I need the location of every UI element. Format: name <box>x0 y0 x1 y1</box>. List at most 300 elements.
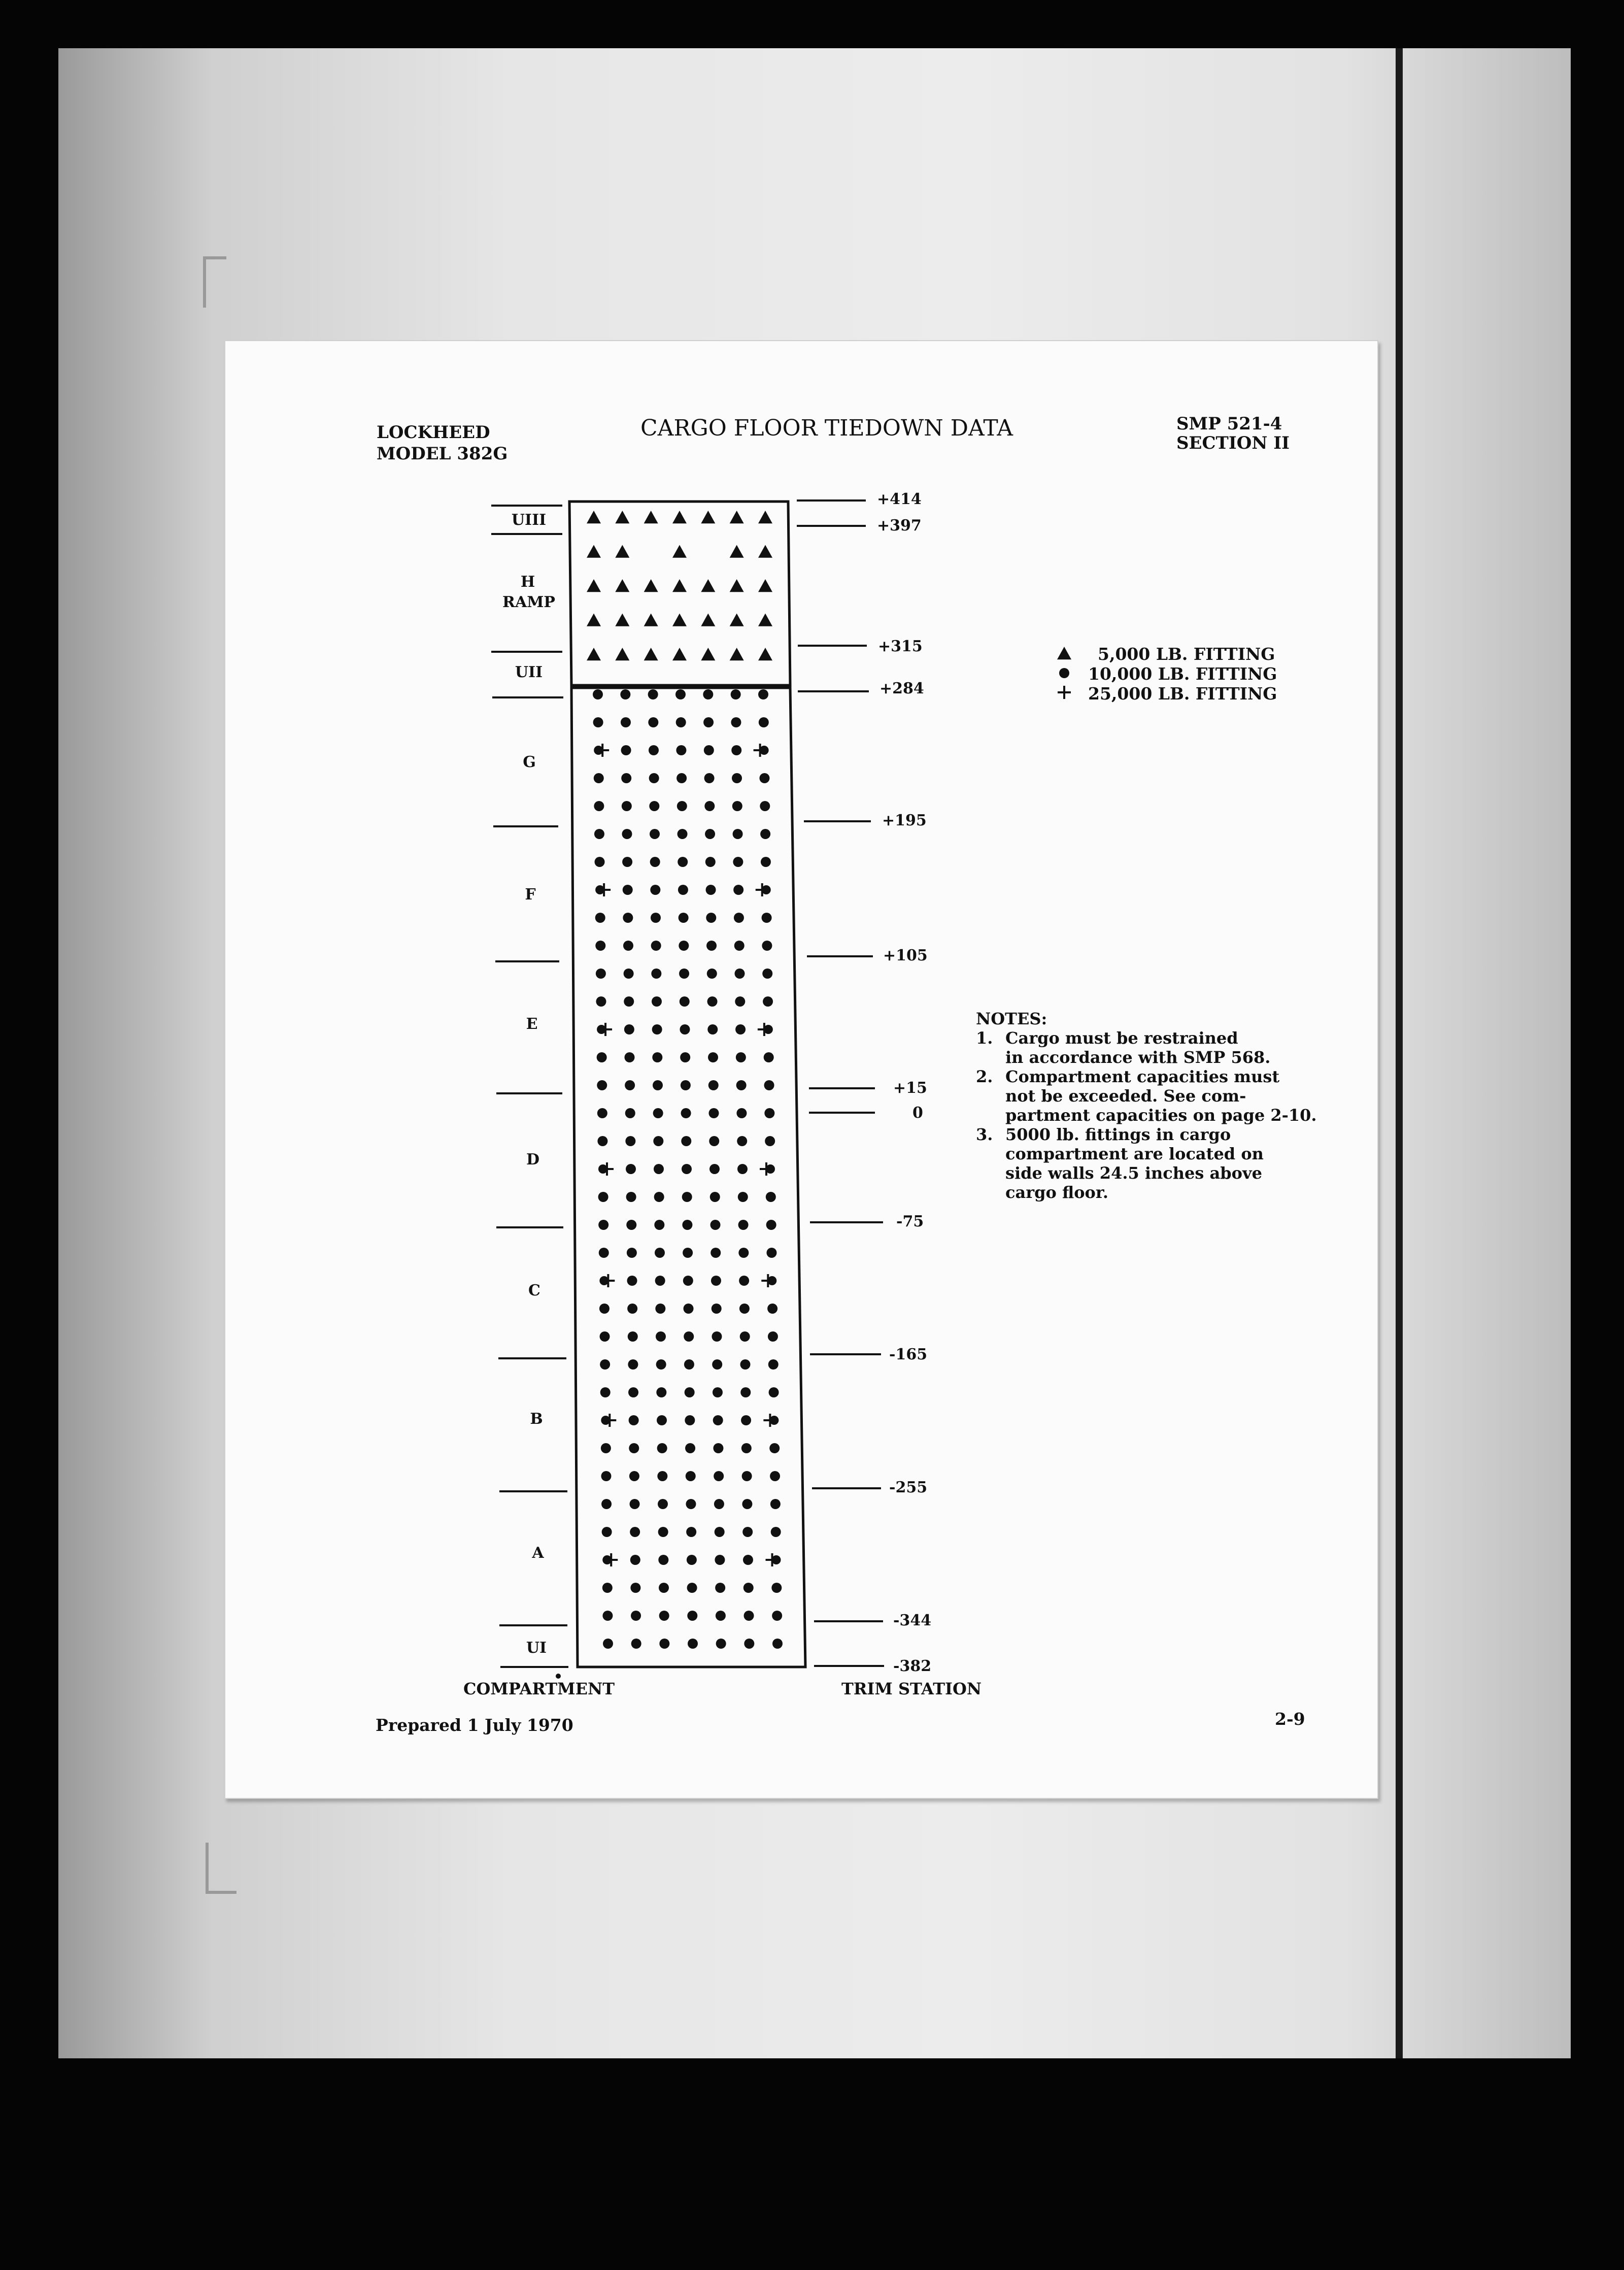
notes-block <box>976 1009 1317 1202</box>
note-number: 1. <box>976 1028 993 1048</box>
trim-station-label: -344 <box>893 1612 932 1629</box>
fitting-5000 <box>587 648 601 660</box>
fitting-10000 <box>628 1331 638 1342</box>
fitting-10000 <box>742 1527 753 1537</box>
fitting-10000 <box>681 1080 691 1090</box>
fitting-10000 <box>659 1583 669 1593</box>
fitting-10000 <box>659 1639 669 1649</box>
fitting-10000 <box>630 1499 640 1509</box>
fitting-10000 <box>652 1024 662 1034</box>
fitting-10000 <box>687 1583 697 1593</box>
fitting-10000 <box>738 1220 749 1230</box>
fitting-10000 <box>598 1220 608 1230</box>
fitting-25000 <box>596 744 609 757</box>
fitting-10000 <box>657 1443 667 1453</box>
fitting-10000 <box>738 1192 748 1202</box>
trim-station-label: 0 <box>912 1104 923 1122</box>
fitting-10000 <box>762 913 772 923</box>
fitting-10000 <box>648 717 658 727</box>
fitting-10000 <box>734 941 745 951</box>
fitting-10000 <box>620 689 630 699</box>
fitting-10000 <box>595 941 605 951</box>
fitting-10000 <box>760 801 770 811</box>
fitting-5000 <box>758 545 772 558</box>
fitting-10000 <box>600 1331 610 1342</box>
note-number: 2. <box>976 1067 993 1086</box>
fitting-10000 <box>731 717 741 727</box>
fitting-10000 <box>680 1052 690 1062</box>
fitting-10000 <box>679 913 689 923</box>
fitting-10000 <box>713 1387 723 1397</box>
fitting-10000 <box>707 996 718 1007</box>
note-item-2 <box>976 1067 1317 1125</box>
fitting-10000 <box>758 689 768 699</box>
fitting-10000 <box>630 1583 640 1593</box>
fitting-10000 <box>596 996 606 1007</box>
fitting-10000 <box>707 969 717 979</box>
legend-symbols-group <box>1057 647 1071 699</box>
fitting-10000 <box>685 1387 695 1397</box>
fitting-10000 <box>710 1192 720 1202</box>
fitting-10000 <box>624 1024 634 1034</box>
fitting-10000 <box>732 773 742 783</box>
fitting-5000 <box>730 511 744 523</box>
compartment-label-g: G <box>523 753 536 771</box>
fitting-10000 <box>597 1080 607 1090</box>
fitting-10000 <box>654 1220 664 1230</box>
fitting-5000 <box>587 511 601 523</box>
trim-station-label: +284 <box>879 680 924 697</box>
fitting-10000 <box>602 1527 612 1537</box>
fitting-5000 <box>701 648 715 660</box>
trim-station-label: +195 <box>882 812 927 829</box>
fitting-10000 <box>650 885 660 895</box>
fitting-10000 <box>601 1443 611 1453</box>
fitting-10000 <box>743 1583 754 1593</box>
fitting-10000 <box>744 1611 754 1621</box>
compartment-label-d: D <box>526 1151 540 1169</box>
compartment-divider-lines <box>491 506 568 1667</box>
fitting-10000 <box>602 1583 613 1593</box>
fitting-10000 <box>684 1359 694 1370</box>
trim-station-axis-label: TRIM STATION <box>841 1679 982 1698</box>
station-marker-dot <box>556 1674 561 1679</box>
fitting-25000 <box>760 1162 773 1176</box>
fitting-10000 <box>766 1220 776 1230</box>
fitting-10000 <box>735 969 745 979</box>
fitting-5000 <box>730 545 744 558</box>
fitting-10000 <box>651 941 661 951</box>
fitting-10000 <box>656 1387 666 1397</box>
fitting-5000 <box>758 614 772 626</box>
fitting-10000 <box>686 1499 696 1509</box>
compartment-label-h: H <box>520 573 535 591</box>
fitting-10000 <box>658 1527 668 1537</box>
note-line: cargo floor. <box>1005 1183 1108 1202</box>
fitting-10000 <box>741 1415 751 1425</box>
fitting-5000 <box>701 579 715 592</box>
fitting-10000 <box>705 829 715 839</box>
fitting-10000 <box>716 1611 726 1621</box>
fitting-10000 <box>598 1192 608 1202</box>
fitting-10000 <box>682 1164 692 1174</box>
fitting-10000 <box>596 969 606 979</box>
fitting-10000 <box>629 1415 639 1425</box>
fitting-10000 <box>648 689 658 699</box>
fitting-10000 <box>625 1108 635 1118</box>
note-line: Compartment capacities must <box>1005 1067 1280 1086</box>
legend-dot-icon <box>1059 668 1069 678</box>
trim-station-label: -255 <box>889 1479 928 1496</box>
fitting-10000 <box>712 1331 722 1342</box>
fitting-10000 <box>653 1108 663 1118</box>
fitting-10000 <box>683 1276 693 1286</box>
fitting-10000 <box>681 1136 691 1146</box>
fitting-10000 <box>658 1555 668 1565</box>
compartment-label-a: A <box>532 1544 544 1562</box>
fitting-5000 <box>644 648 658 660</box>
fitting-10000 <box>622 801 632 811</box>
model-number: MODEL 382G <box>377 444 508 464</box>
fitting-10000 <box>628 1387 638 1397</box>
fitting-5000 <box>615 579 629 592</box>
fitting-10000 <box>626 1192 636 1202</box>
fitting-25000 <box>766 1553 779 1566</box>
trim-station-label: +397 <box>877 517 922 535</box>
fitting-10000 <box>677 801 687 811</box>
fitting-10000 <box>736 1052 746 1062</box>
fitting-10000 <box>678 829 688 839</box>
section-label: SECTION II <box>1176 433 1290 453</box>
fitting-10000 <box>652 996 662 1007</box>
fitting-10000 <box>602 1611 613 1621</box>
compartment-label-uii: UII <box>515 663 543 681</box>
fitting-10000 <box>683 1248 693 1258</box>
fitting-10000 <box>678 857 688 867</box>
fitting-5000 <box>730 614 744 626</box>
fitting-10000 <box>593 717 603 727</box>
fitting-10000 <box>710 1248 721 1258</box>
fitting-10000 <box>653 1080 663 1090</box>
floor-fittings-group <box>593 689 783 1649</box>
fitting-10000 <box>766 1192 776 1202</box>
note-item-3 <box>976 1125 1317 1202</box>
fitting-10000 <box>743 1555 753 1565</box>
fitting-10000 <box>765 1136 775 1146</box>
fitting-10000 <box>679 969 689 979</box>
fitting-10000 <box>734 913 744 923</box>
fitting-10000 <box>654 1164 664 1174</box>
fitting-10000 <box>593 689 603 699</box>
fitting-5000 <box>672 614 687 626</box>
fitting-10000 <box>594 829 604 839</box>
fitting-10000 <box>742 1471 752 1481</box>
fitting-10000 <box>622 829 632 839</box>
fitting-10000 <box>688 1639 698 1649</box>
fitting-10000 <box>599 1248 609 1258</box>
fitting-10000 <box>682 1192 692 1202</box>
fitting-10000 <box>715 1527 725 1537</box>
fitting-10000 <box>687 1555 697 1565</box>
fitting-10000 <box>649 773 659 783</box>
fitting-10000 <box>703 689 713 699</box>
trim-station-label: -75 <box>896 1213 924 1230</box>
fitting-10000 <box>685 1443 695 1453</box>
fitting-10000 <box>687 1611 697 1621</box>
fitting-10000 <box>706 885 716 895</box>
fitting-25000 <box>754 744 767 757</box>
fitting-10000 <box>594 773 604 783</box>
fitting-10000 <box>676 717 686 727</box>
fitting-10000 <box>706 941 717 951</box>
fitting-10000 <box>594 801 604 811</box>
fitting-10000 <box>771 1583 782 1593</box>
fitting-10000 <box>601 1499 612 1509</box>
fitting-10000 <box>710 1220 720 1230</box>
fitting-10000 <box>771 1527 781 1537</box>
fitting-10000 <box>676 773 687 783</box>
fitting-10000 <box>656 1359 666 1370</box>
fitting-10000 <box>650 857 660 867</box>
fitting-10000 <box>675 689 686 699</box>
fitting-10000 <box>712 1304 722 1314</box>
fitting-10000 <box>733 857 743 867</box>
fitting-10000 <box>709 1136 719 1146</box>
fitting-10000 <box>704 773 715 783</box>
fitting-10000 <box>622 857 632 867</box>
notes-heading: NOTES: <box>976 1009 1047 1028</box>
fitting-10000 <box>714 1471 724 1481</box>
note-line: compartment are located on <box>1005 1144 1264 1163</box>
note-line: side walls 24.5 inches above <box>1005 1163 1262 1183</box>
trim-station-label: -165 <box>889 1346 928 1363</box>
fitting-5000 <box>615 545 629 558</box>
note-number: 3. <box>976 1125 993 1144</box>
note-line: partment capacities on page 2-10. <box>1005 1106 1317 1125</box>
note-line: Cargo must be restrained <box>1005 1028 1238 1048</box>
fitting-10000 <box>736 1108 747 1118</box>
ramp-fittings-group <box>587 511 772 660</box>
fitting-10000 <box>740 1387 751 1397</box>
fitting-25000 <box>603 1414 616 1427</box>
fitting-10000 <box>597 1108 607 1118</box>
fitting-10000 <box>597 1136 607 1146</box>
fitting-10000 <box>733 829 743 839</box>
fitting-10000 <box>761 857 771 867</box>
page-title: CARGO FLOOR TIEDOWN DATA <box>640 415 1013 441</box>
fitting-5000 <box>587 614 601 626</box>
trim-station-lines <box>797 500 884 1666</box>
fitting-10000 <box>759 717 769 727</box>
fitting-5000 <box>644 614 658 626</box>
fitting-10000 <box>764 1080 774 1090</box>
fitting-10000 <box>657 1471 667 1481</box>
prepared-date: Prepared 1 July 1970 <box>376 1715 573 1735</box>
fitting-5000 <box>615 614 629 626</box>
fitting-10000 <box>762 941 772 951</box>
fitting-10000 <box>739 1304 750 1314</box>
fitting-5000 <box>587 579 601 592</box>
trim-station-label: +15 <box>893 1079 927 1097</box>
fitting-10000 <box>708 1052 718 1062</box>
fitting-10000 <box>680 996 690 1007</box>
fitting-25000 <box>758 1023 771 1036</box>
fitting-10000 <box>679 941 689 951</box>
fitting-10000 <box>627 1248 637 1258</box>
fitting-10000 <box>704 745 714 755</box>
note-line: not be exceeded. See com- <box>1005 1086 1246 1106</box>
fitting-10000 <box>623 941 633 951</box>
fitting-10000 <box>732 801 742 811</box>
fitting-10000 <box>595 857 605 867</box>
fitting-10000 <box>716 1639 726 1649</box>
fitting-25000 <box>600 1162 614 1176</box>
fitting-25000 <box>604 1553 618 1566</box>
fitting-10000 <box>624 1052 634 1062</box>
fitting-10000 <box>740 1331 750 1342</box>
fitting-10000 <box>649 801 659 811</box>
fitting-25000 <box>763 1414 776 1427</box>
fitting-10000 <box>704 801 715 811</box>
fitting-10000 <box>711 1276 721 1286</box>
fitting-10000 <box>713 1443 723 1453</box>
compartment-axis-label: COMPARTMENT <box>463 1679 615 1698</box>
fitting-10000 <box>629 1471 639 1481</box>
fitting-10000 <box>715 1555 725 1565</box>
company-name: LOCKHEED <box>377 422 490 443</box>
fitting-10000 <box>682 1220 692 1230</box>
fitting-10000 <box>772 1639 783 1649</box>
fitting-10000 <box>658 1499 668 1509</box>
fitting-10000 <box>651 913 661 923</box>
fitting-10000 <box>631 1639 641 1649</box>
fitting-10000 <box>686 1527 696 1537</box>
fitting-10000 <box>681 1108 691 1118</box>
fitting-5000 <box>758 511 772 523</box>
fitting-10000 <box>685 1415 695 1425</box>
fitting-10000 <box>603 1639 613 1649</box>
fitting-10000 <box>627 1276 637 1286</box>
fitting-10000 <box>623 885 633 895</box>
fitting-5000 <box>672 511 687 523</box>
fitting-10000 <box>627 1304 637 1314</box>
fitting-25000 <box>599 1023 612 1036</box>
fitting-10000 <box>631 1611 641 1621</box>
fitting-10000 <box>709 1108 719 1118</box>
fitting-10000 <box>733 885 743 895</box>
fitting-10000 <box>770 1471 780 1481</box>
fitting-10000 <box>737 1136 747 1146</box>
fitting-10000 <box>626 1220 636 1230</box>
fitting-10000 <box>623 913 633 923</box>
fitting-10000 <box>759 773 769 783</box>
fitting-10000 <box>737 1164 748 1174</box>
fitting-10000 <box>731 689 741 699</box>
fitting-10000 <box>601 1471 611 1481</box>
fitting-25000 <box>597 883 611 896</box>
fitting-10000 <box>735 996 745 1007</box>
fitting-10000 <box>655 1248 665 1258</box>
fitting-10000 <box>707 1024 718 1034</box>
fitting-10000 <box>764 1052 774 1062</box>
fitting-10000 <box>624 996 634 1007</box>
note-line: 5000 lb. fittings in cargo <box>1005 1125 1231 1144</box>
compartment-label-ramp: RAMP <box>502 593 555 611</box>
fitting-10000 <box>740 1359 750 1370</box>
fitting-10000 <box>625 1136 635 1146</box>
legend-triangle-icon <box>1057 647 1071 659</box>
fitting-10000 <box>659 1611 669 1621</box>
trim-station-label: -382 <box>893 1657 932 1675</box>
document-number: SMP 521-4 <box>1176 414 1282 434</box>
trim-station-label: +315 <box>878 638 923 655</box>
fitting-10000 <box>650 829 660 839</box>
fitting-10000 <box>736 1080 747 1090</box>
fitting-10000 <box>744 1639 754 1649</box>
compartment-label-c: C <box>528 1282 540 1299</box>
compartment-label-b: B <box>530 1410 543 1428</box>
fitting-10000 <box>738 1248 749 1258</box>
fitting-5000 <box>615 511 629 523</box>
fitting-10000 <box>654 1192 664 1202</box>
fitting-10000 <box>731 745 741 755</box>
fitting-10000 <box>703 717 714 727</box>
fitting-5000 <box>672 648 687 660</box>
compartment-label-ui: UI <box>526 1639 547 1657</box>
fitting-10000 <box>762 969 772 979</box>
fitting-10000 <box>770 1499 781 1509</box>
fitting-5000 <box>730 648 744 660</box>
fitting-10000 <box>686 1471 696 1481</box>
fitting-10000 <box>657 1415 667 1425</box>
fitting-10000 <box>655 1304 665 1314</box>
fitting-5000 <box>730 579 744 592</box>
fitting-10000 <box>768 1331 778 1342</box>
compartment-label-e: E <box>526 1015 538 1033</box>
legend-item-5000: 5,000 LB. FITTING <box>1098 644 1275 664</box>
trim-station-label: +105 <box>883 947 928 964</box>
fitting-10000 <box>653 1136 663 1146</box>
fitting-10000 <box>705 857 716 867</box>
fitting-5000 <box>644 511 658 523</box>
fitting-10000 <box>712 1359 722 1370</box>
fitting-10000 <box>742 1499 752 1509</box>
fitting-10000 <box>599 1304 610 1314</box>
legend-item-25000: 25,000 LB. FITTING <box>1088 684 1277 704</box>
fitting-10000 <box>595 913 605 923</box>
fitting-10000 <box>656 1331 666 1342</box>
fitting-10000 <box>714 1499 724 1509</box>
fitting-10000 <box>597 1052 607 1062</box>
fitting-10000 <box>741 1443 752 1453</box>
fitting-10000 <box>708 1080 719 1090</box>
page-number: 2-9 <box>1275 1709 1305 1729</box>
fitting-25000 <box>756 883 769 896</box>
fitting-10000 <box>769 1387 779 1397</box>
trim-station-label: +414 <box>877 490 922 508</box>
fitting-10000 <box>763 996 773 1007</box>
fitting-10000 <box>621 745 631 755</box>
fitting-5000 <box>615 648 629 660</box>
fitting-10000 <box>768 1359 779 1370</box>
fitting-10000 <box>676 745 686 755</box>
fitting-10000 <box>767 1304 777 1314</box>
fitting-10000 <box>684 1304 694 1314</box>
fitting-10000 <box>600 1387 611 1397</box>
fitting-10000 <box>760 829 770 839</box>
fitting-5000 <box>701 614 715 626</box>
legend-item-10000: 10,000 LB. FITTING <box>1088 664 1277 684</box>
